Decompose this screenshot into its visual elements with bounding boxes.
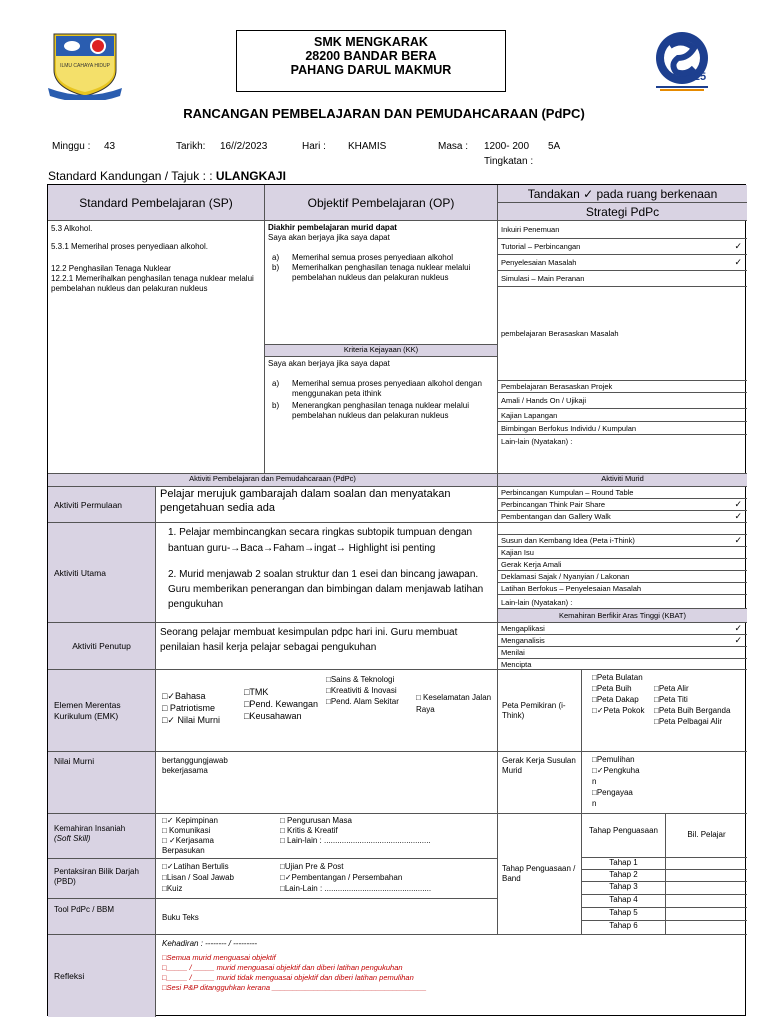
svg-text:ILMU CAHAYA HIDUP: ILMU CAHAYA HIDUP (60, 63, 110, 69)
school-address-line2: PAHANG DARUL MAKMUR (290, 63, 452, 77)
emk-item[interactable]: □ Keselamatan Jalan Raya (416, 693, 492, 714)
nilai-cell (156, 752, 498, 814)
tahap-table (582, 814, 747, 935)
school-name: SMK MENGKARAK (314, 35, 428, 49)
strategi-item[interactable]: Simulasi – Main Peranan (498, 271, 747, 287)
utama-label: Aktiviti Utama (48, 523, 156, 623)
peta-col1 (592, 672, 648, 716)
kbat-list (498, 623, 747, 670)
masa-value: 1200- 200 (484, 141, 530, 152)
nilai-item: bekerjasama (162, 766, 208, 775)
aktiviti-murid-list (498, 487, 747, 609)
peta-item[interactable]: □Peta Buih (592, 684, 632, 693)
check-icon: ✓ (734, 535, 742, 545)
sp-line-3: 12.2 Penghasilan Tenaga Nuklear (51, 264, 171, 273)
op-cell (265, 221, 498, 345)
refleksi-label: Refleksi (48, 935, 156, 1017)
refleksi-line[interactable]: □_____ / _____ murid menguasai objektif dan diberi latihan pengukuhan (162, 963, 403, 972)
peta-label: Peta Pemikiran (i-Think) (498, 670, 582, 752)
utama-step-2: 2. Murid menjawab 2 soalan struktur dan 1 esei dan bincang jawapan. Guru memberikan penerangan dan bimbingan dalam menjawab latihan pengukuhan (168, 569, 484, 610)
school-address-line1: 28200 BANDAR BERA (305, 49, 437, 63)
strategi-item[interactable]: Inkuiri Penemuan (498, 221, 747, 239)
insaniah-item[interactable]: □ Lain-lain : ................................................ (280, 836, 431, 845)
gerak-item[interactable]: □✓Pengkuha n (592, 766, 640, 786)
school-crest-logo (48, 30, 122, 100)
pbd-item[interactable]: □Lain-Lain : ................................................ (280, 884, 432, 893)
standard-kandungan-label: Standard Kandungan / Tajuk : : (48, 169, 213, 183)
sp-line-2: 5.3.1 Memerihal proses penyediaan alkohol. (51, 242, 208, 251)
svg-text:25: 25 (693, 71, 707, 83)
tahap-row: Tahap 3 (582, 882, 747, 895)
emk-item[interactable]: □TMK (244, 687, 269, 697)
kbat-header: Kemahiran Berfikir Aras Tinggi (KBAT) (498, 609, 747, 623)
pbd-item[interactable]: □Lisan / Soal Jawab (162, 873, 234, 882)
utama-cell (156, 523, 498, 623)
kk-line: Saya akan berjaya jika saya dapat (268, 359, 390, 368)
permulaan-text: Pelajar merujuk gambarajah dalam soalan dan menyatakan pengetahuan sedia ada (156, 487, 498, 523)
strategi-item[interactable]: Bimbingan Berfokus Individu / Kumpulan (498, 422, 747, 435)
masa-label: Masa : (438, 141, 469, 152)
hari-label: Hari : (302, 141, 326, 152)
pbd-col1 (162, 861, 272, 894)
school-header-box (236, 30, 506, 92)
check-icon: ✓ (734, 241, 742, 251)
aktiviti-murid-item[interactable]: Gerak Kerja Amali (498, 559, 747, 571)
aktiviti-murid-item[interactable]: Perbincangan Kumpulan – Round Table (498, 487, 747, 499)
strategi-header: Strategi PdPc (498, 203, 747, 221)
refleksi-line[interactable]: □_____ / _____ murid tidak menguasai objektif dan diberi latihan pemulihan (162, 973, 414, 982)
gerak-item[interactable]: □Pengayaa n (592, 788, 633, 808)
gerak-label: Gerak Kerja Susulan Murid (498, 752, 582, 814)
kelas-value: 5A (548, 141, 561, 152)
insaniah-item: Berpasukan (162, 846, 205, 855)
refleksi-kehadiran: Kehadiran : -------- / --------- (162, 939, 258, 948)
kbat-item[interactable]: Menganalisis ✓ (498, 635, 747, 647)
strategi-list (498, 221, 747, 474)
insaniah-item[interactable]: □ Pengurusan Masa (280, 816, 352, 825)
tahap-row: Tahap 1 (582, 858, 747, 870)
emk-item[interactable]: □✓Bahasa (162, 691, 206, 701)
insaniah-col2 (280, 816, 494, 846)
tarikh-label: Tarikh: (176, 141, 206, 152)
strategi-item[interactable]: Lain-lain (Nyatakan) : (501, 437, 573, 446)
tahap-label: Tahap Penguasaan / Band (498, 814, 582, 935)
peta-item[interactable]: □Peta Dakap (592, 695, 639, 704)
tandakan-header: Tandakan ✓ pada ruang berkenaan (498, 185, 747, 203)
check-icon: ✓ (734, 511, 742, 521)
emk-item[interactable]: □Pend. Kewangan (244, 699, 318, 709)
aktiviti-murid-item[interactable]: Pembentangan dan Gallery Walk ✓ (498, 511, 747, 523)
insaniah-item[interactable]: □✓ Kepimpinan (162, 816, 219, 825)
nilai-label: Nilai Murni (48, 752, 156, 814)
emk-item[interactable]: □Pend. Alam Sekitar (326, 697, 399, 706)
peta-item[interactable]: □Peta Alir (654, 684, 689, 693)
peta-item[interactable]: □Peta Titi (654, 695, 688, 704)
pbd-label: Pentaksiran Bilik Darjah (PBD) (48, 859, 156, 899)
aktiviti-murid-item[interactable]: Latihan Berfokus – Penyelesaian Masalah (498, 583, 747, 595)
kbat-item[interactable]: Menilai (498, 647, 747, 659)
penutup-label: Aktiviti Penutup (48, 623, 156, 670)
insaniah-sub: (Soft Skill) (54, 834, 91, 843)
pbd-cell (156, 859, 498, 899)
aktiviti-murid-item[interactable]: Susun dan Kembang Idea (Peta i-Think) ✓ (498, 535, 747, 547)
tahap-head1: Tahap Penguasaan (582, 814, 666, 858)
tingkatan-label: Tingkatan : (484, 156, 534, 167)
aktiviti-murid-item[interactable]: Deklamasi Sajak / Nyanyian / Lakonan (498, 571, 747, 583)
strategi-item[interactable]: pembelajaran Berasaskan Masalah (498, 287, 747, 381)
aktiviti-murid-item[interactable] (498, 523, 747, 535)
pbd-item[interactable]: □Ujian Pre & Post (280, 862, 344, 871)
gerak-item[interactable]: □Pemulihan (592, 755, 635, 764)
penutup-text: Seorang pelajar membuat kesimpulan pdpc hari ini. Guru membuat penilaian hasil kerja pelajar sebagai pengukuhan (156, 623, 498, 670)
pdpc-table (47, 184, 746, 1016)
emk-col2 (244, 686, 324, 722)
emk-item[interactable]: □✓ Nilai Murni (162, 715, 220, 725)
peta-item[interactable]: □Peta Bulatan (592, 673, 643, 682)
peta-item[interactable]: □Peta Buih Berganda (654, 706, 731, 715)
strategi-item[interactable]: Penyelesaian Masalah ✓ (498, 255, 747, 271)
tool-label: Tool PdPc / BBM (48, 899, 156, 935)
insaniah-item[interactable]: □ Komunikasi (162, 826, 211, 835)
kk-header: Kriteria Kejayaan (KK) (265, 345, 498, 357)
standard-kandungan-value: ULANGKAJI (215, 169, 286, 183)
op-a-text: Memerihal semua proses penyediaan alkohol (292, 253, 453, 262)
peta-col2 (654, 683, 746, 727)
sp-header: Standard Pembelajaran (SP) (48, 185, 265, 221)
pbd-col2 (280, 861, 494, 894)
insaniah-item[interactable]: □ Kritis & Kreatif (280, 826, 338, 835)
kbat-item[interactable]: Mengaplikasi ✓ (498, 623, 747, 635)
kbat-item[interactable]: Mencipta (501, 660, 532, 669)
peta-cell (582, 670, 747, 752)
sp-cell (48, 221, 265, 474)
peta-item[interactable]: □✓Peta Pokok (592, 706, 645, 715)
tahap-row: Tahap 4 (582, 895, 747, 908)
tahap-head2: Bil. Pelajar (666, 814, 747, 858)
kk-a-label: a) (272, 379, 280, 388)
minggu-label: Minggu : (52, 141, 91, 152)
permulaan-label: Aktiviti Permulaan (48, 487, 156, 523)
emk-item[interactable]: □Keusahawan (244, 711, 302, 721)
kk-b-label: b) (272, 401, 280, 410)
tahap-row: Tahap 5 (582, 908, 747, 921)
check-icon: ✓ (734, 257, 742, 267)
strategi-item[interactable]: Pembelajaran Berasaskan Projek (498, 381, 747, 393)
nilai-item: bertanggungjawab (162, 756, 228, 765)
document-title: RANCANGAN PEMBELAJARAN DAN PEMUDAHCARAAN (PdPC) (183, 106, 585, 121)
insaniah-col1 (162, 816, 272, 856)
tarikh-value: 16//2/2023 (220, 141, 268, 152)
gerak-cell (582, 752, 747, 814)
tool-value: Buku Teks (156, 899, 498, 935)
hari-value: KHAMIS (348, 141, 387, 152)
check-icon: ✓ (734, 499, 742, 509)
emk-cell (156, 670, 498, 752)
insaniah-cell (156, 814, 498, 859)
pbd-item[interactable]: □✓Latihan Bertulis (162, 862, 229, 871)
strategi-item[interactable]: Kajian Lapangan (498, 409, 747, 422)
op-header: Objektif Pembelajaran (OP) (265, 185, 498, 221)
refleksi-line[interactable]: □Semua murid menguasai objektif (162, 953, 276, 962)
tahap-row: Tahap 2 (582, 870, 747, 882)
kk-b-text: Menerangkan penghasilan tenaga nuklear melalui pembelahan nukleus dan pelakuran nukleus (292, 401, 470, 420)
refleksi-line[interactable]: □Sesi P&P ditangguhkan kerana _____________________________________ (162, 983, 427, 992)
insaniah-label-cell (48, 814, 156, 859)
emk-item[interactable]: □Sains & Teknologi (326, 675, 395, 684)
emk-label: Elemen Merentas Kurikulum (EMK) (48, 670, 156, 752)
kk-a-text: Memerihal semua proses penyediaan alkohol dengan menggunakan peta ithink (292, 379, 482, 398)
insaniah-label: Kemahiran Insaniah (54, 824, 126, 833)
tahap-row: Tahap 6 (582, 921, 747, 935)
op-intro: Diakhir pembelajaran murid dapat (268, 223, 397, 232)
minggu-value: 43 (104, 141, 116, 152)
emk-item[interactable]: □ Patriotisme (162, 703, 215, 713)
check-icon: ✓ (734, 623, 742, 633)
sp-line-4: 12.2.1 Memerihalkan penghasilan tenaga nuklear melalui pembelahan nukleus dan pelakuran nukleus (51, 274, 254, 293)
peta-item[interactable]: □Peta Pelbagai Alir (654, 717, 722, 726)
aktiviti-header: Aktiviti Pembelajaran dan Pemudahcaraan (PdPc) (48, 474, 498, 487)
op-b-text: Memerihalkan penghasilan tenaga nuklear melalui pembelahan nukleus dan pelakuran nukleus (292, 263, 471, 282)
emk-col1 (162, 690, 242, 726)
aktiviti-murid-item[interactable]: Perbincangan Think Pair Share ✓ (498, 499, 747, 511)
standard-kandungan (48, 169, 286, 183)
organisation-logo (650, 28, 714, 92)
aktiviti-murid-item[interactable]: Lain-lain (Nyatakan) : (501, 597, 573, 607)
insaniah-item[interactable]: □ ✓Kerjasama (162, 836, 214, 845)
refleksi-cell (156, 935, 747, 1017)
aktiviti-murid-item[interactable]: Kajian Isu (498, 547, 747, 559)
op-line: Saya akan berjaya jika saya dapat (268, 233, 390, 242)
strategi-item[interactable]: Tutorial – Perbincangan ✓ (498, 239, 747, 255)
check-icon: ✓ (734, 635, 742, 645)
emk-item[interactable]: □Kreativiti & Inovasi (326, 686, 397, 695)
strategi-item[interactable]: Amali / Hands On / Ujikaji (498, 393, 747, 409)
aktiviti-murid-header: Aktiviti Murid (498, 474, 747, 487)
op-b-label: b) (272, 263, 280, 272)
kk-cell (265, 357, 498, 474)
pbd-item[interactable]: □Kuiz (162, 884, 183, 893)
pbd-item[interactable]: □✓Pembentangan / Persembahan (280, 873, 403, 882)
sp-line-1: 5.3 Alkohol. (51, 224, 93, 233)
emk-col3 (326, 674, 412, 707)
op-a-label: a) (272, 253, 280, 262)
utama-step-1: 1. Pelajar membincangkan secara ringkas subtopik tumpuan dengan bantuan guru-→Baca→Faham→ingat→ Highlight isi penting (168, 527, 473, 554)
